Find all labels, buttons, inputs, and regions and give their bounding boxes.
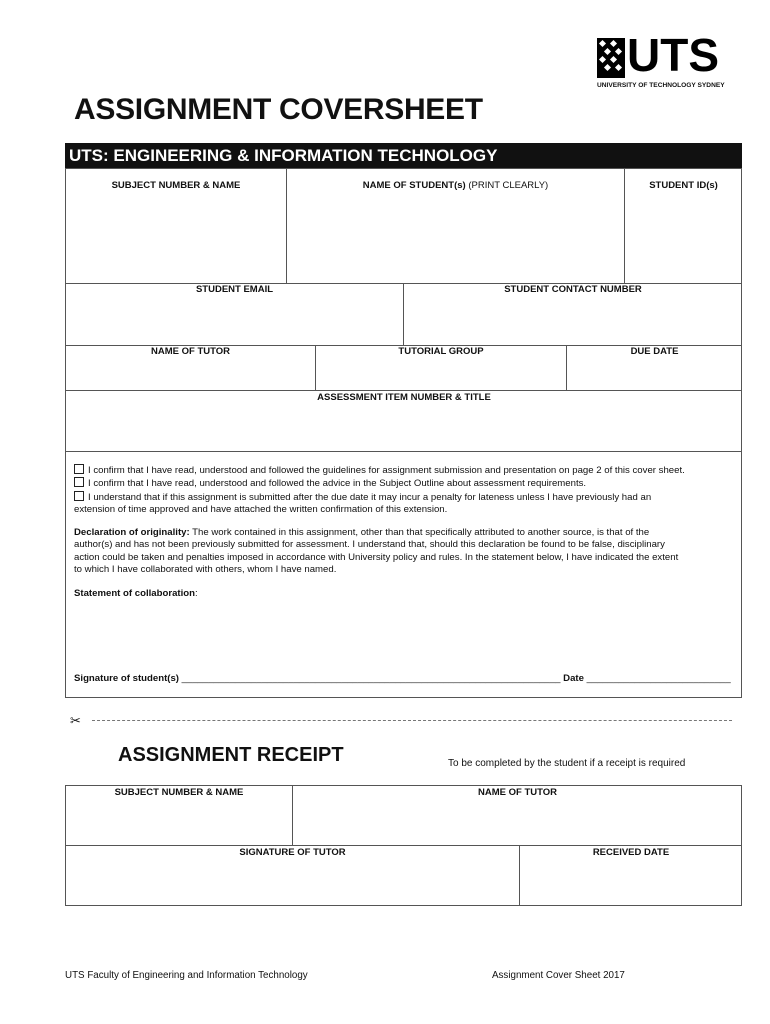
due-date-field-label: DUE DATE — [630, 346, 679, 357]
student-name-field[interactable] — [287, 196, 624, 282]
logo-wordmark: UTS — [627, 29, 719, 81]
receipt-subject-label: SUBJECT NUMBER & NAME — [114, 787, 244, 798]
student-id-field-label: STUDENT ID(s) — [649, 180, 718, 191]
received-date-label: RECEIVED DATE — [592, 847, 670, 858]
confirm-guidelines-item — [74, 464, 740, 477]
footer-faculty: UTS Faculty of Engineering and Information Technology — [65, 970, 308, 981]
signature-line — [74, 673, 731, 685]
receipt-subject-field[interactable] — [66, 801, 292, 844]
student-name-field-label — [287, 180, 624, 191]
assessment-field-label: ASSESSMENT ITEM NUMBER & TITLE — [317, 392, 491, 403]
faculty-banner-text: UTS: ENGINEERING & INFORMATION TECHNOLOGY — [69, 146, 498, 165]
student-id-field[interactable] — [625, 196, 741, 282]
footer-doc-title: Assignment Cover Sheet 2017 — [492, 970, 625, 981]
logo-subtitle: UNIVERSITY OF TECHNOLOGY SYDNEY — [597, 82, 725, 89]
receipt-tutor-label: NAME OF TUTOR — [478, 787, 557, 798]
scissors-icon: ✂ — [70, 713, 81, 728]
subject-field[interactable] — [66, 196, 286, 282]
tutor-field[interactable] — [66, 360, 315, 389]
confirm-outline-checkbox[interactable] — [74, 477, 84, 487]
page-title: ASSIGNMENT COVERSHEET — [74, 93, 483, 126]
confirm-late-text-cont: extension of time approved and have attached the written confirmation of this extension. — [74, 504, 448, 516]
tutorial-group-field-label: TUTORIAL GROUP — [398, 346, 484, 357]
tutorial-group-field[interactable] — [316, 360, 566, 389]
receipt-tutor-field[interactable] — [293, 801, 741, 844]
collaboration-field[interactable] — [74, 602, 734, 668]
signature-label: Signature of student(s) — [74, 673, 182, 684]
tutor-signature-label: SIGNATURE OF TUTOR — [239, 847, 346, 858]
collaboration-label — [74, 588, 198, 600]
confirm-late-text: I understand that if this assignment is submitted after the due date it may incur a penalty for lateness unless I have previously had an — [88, 491, 652, 503]
email-field-label: STUDENT EMAIL — [195, 284, 274, 295]
declaration-line-4: to which I have collaborated with others, whom I have named. — [74, 564, 337, 576]
signature-date-label: Date — [560, 673, 587, 684]
contact-field[interactable] — [404, 298, 741, 344]
student-name-label-text: NAME OF STUDENT(s) — [362, 180, 466, 191]
tutor-signature-field[interactable] — [66, 861, 519, 905]
uts-emblem-icon — [597, 38, 625, 78]
declaration-line-2: author(s) and has not been previously submitted for assessment. I understand that, should this declaration be found to be false, disciplinary — [74, 539, 665, 551]
confirm-guidelines-text: I confirm that I have read, understood and followed the guidelines for assignment submission and presentation on page 2 of this cover sheet. — [88, 465, 685, 476]
confirm-outline-text: I confirm that I have read, understood and followed the advice in the Subject Outline about assessment requirements. — [88, 478, 587, 490]
assessment-field[interactable] — [66, 406, 741, 450]
faculty-banner — [65, 143, 742, 168]
declaration-paragraph — [74, 527, 740, 577]
confirm-late-checkbox[interactable] — [74, 491, 84, 501]
signature-field[interactable]: _______________________________________________________________________ — [181, 673, 561, 684]
confirm-late-item — [74, 491, 740, 504]
subject-field-label: SUBJECT NUMBER & NAME — [111, 180, 241, 191]
contact-field-label: STUDENT CONTACT NUMBER — [504, 284, 642, 295]
due-date-field[interactable] — [567, 360, 741, 389]
declaration-heading: Declaration of originality: — [74, 527, 190, 538]
cut-line — [92, 720, 732, 721]
receipt-note: To be completed by the student if a receipt is required — [448, 758, 686, 769]
receipt-title: ASSIGNMENT RECEIPT — [118, 744, 344, 766]
tutor-field-label: NAME OF TUTOR — [151, 346, 230, 357]
collaboration-heading: Statement of collaboration — [74, 588, 195, 599]
print-clearly-note: (PRINT CLEARLY) — [468, 180, 549, 191]
collaboration-colon: : — [195, 588, 198, 599]
received-date-field[interactable] — [520, 861, 741, 905]
uts-logo — [597, 29, 729, 90]
email-field[interactable] — [66, 298, 403, 344]
declaration-line-1: The work contained in this assignment, other than that specifically attributed to another source, is that of the — [189, 527, 650, 538]
confirmation-list — [74, 464, 740, 517]
confirm-guidelines-checkbox[interactable] — [74, 464, 84, 474]
declaration-line-3: action could be taken and penalties imposed in accordance with University policy and rules. In the statement below, I have indicated the extent — [74, 551, 679, 563]
confirm-outline-item — [74, 477, 740, 490]
signature-date-field[interactable]: ___________________________ — [586, 673, 731, 684]
